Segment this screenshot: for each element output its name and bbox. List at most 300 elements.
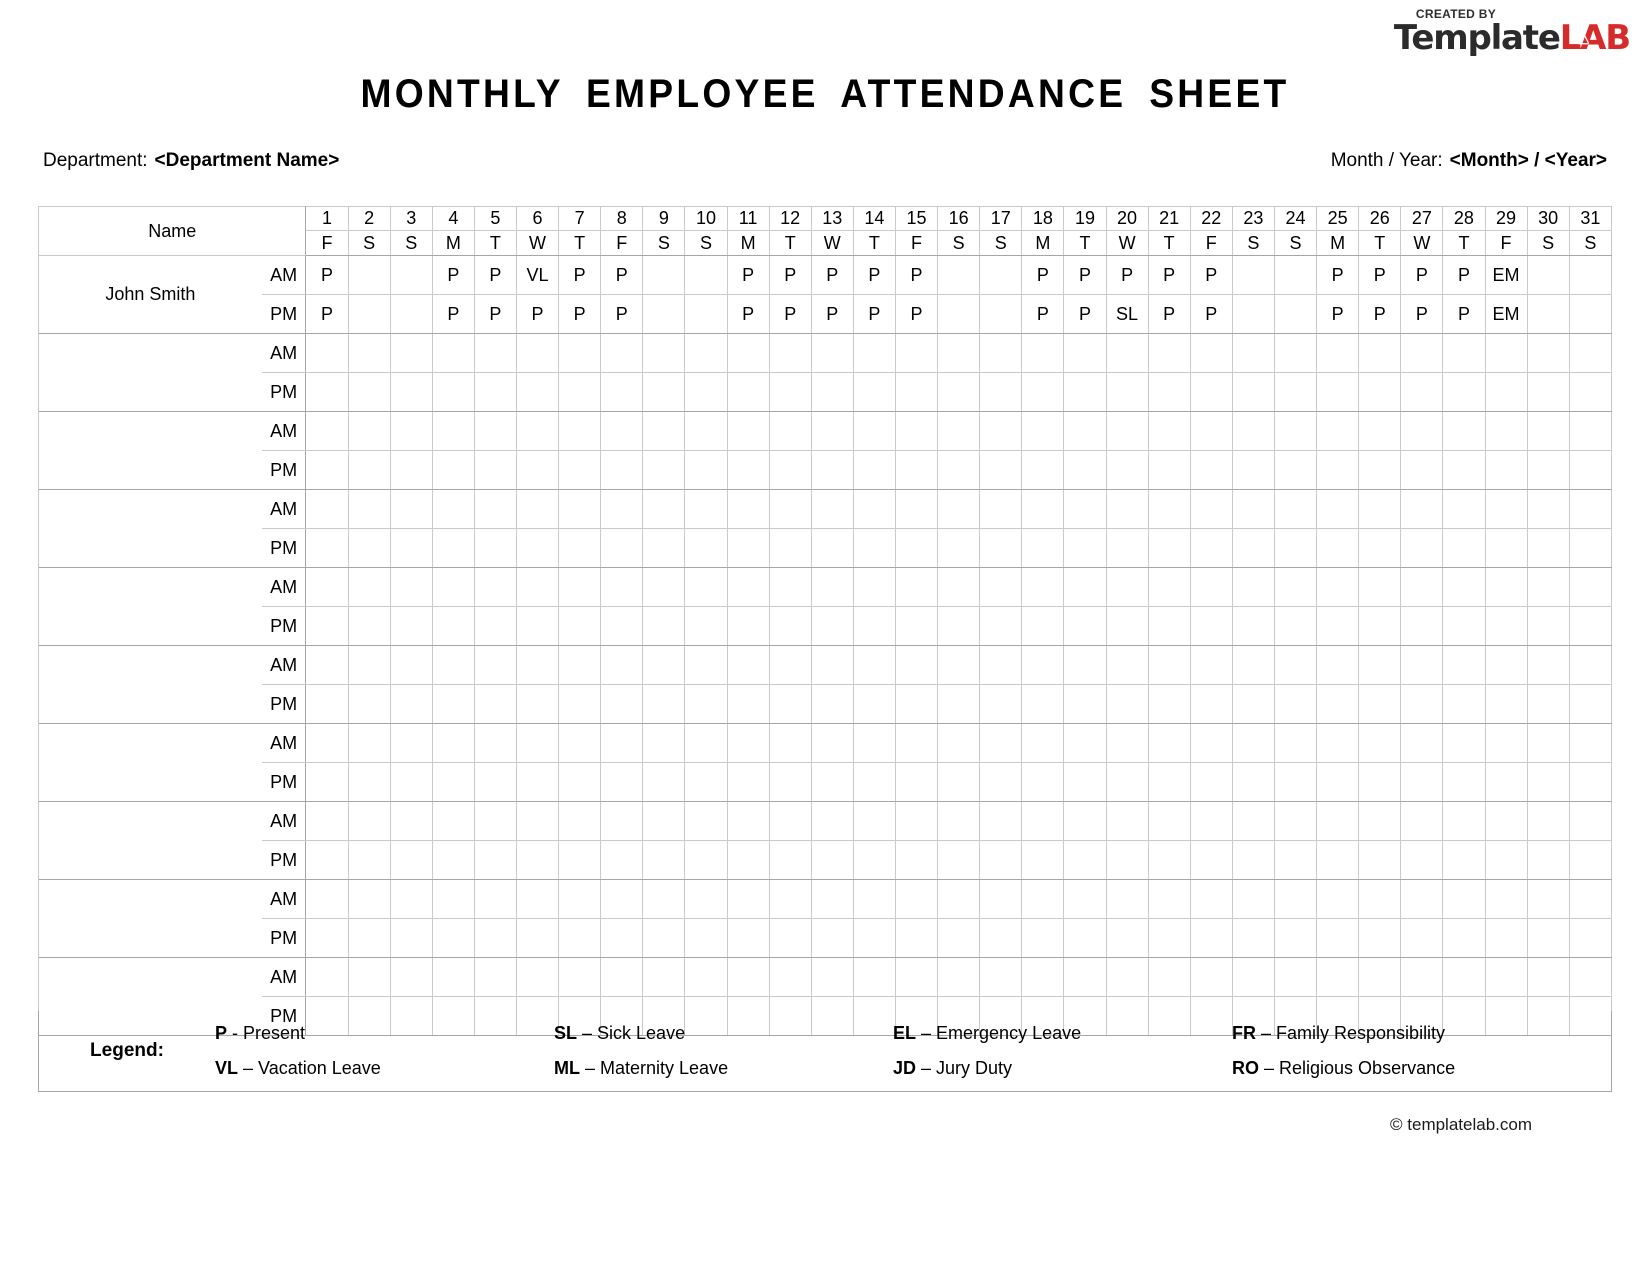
attendance-cell[interactable]	[685, 724, 727, 763]
attendance-cell[interactable]	[601, 685, 643, 724]
attendance-cell[interactable]	[1401, 568, 1443, 607]
attendance-cell[interactable]	[1190, 685, 1232, 724]
attendance-cell[interactable]	[1359, 529, 1401, 568]
attendance-cell[interactable]	[432, 763, 474, 802]
attendance-cell[interactable]	[1106, 412, 1148, 451]
attendance-cell[interactable]	[559, 646, 601, 685]
attendance-cell[interactable]	[1485, 412, 1527, 451]
attendance-cell[interactable]	[390, 724, 432, 763]
attendance-cell[interactable]	[1317, 412, 1359, 451]
attendance-cell[interactable]	[685, 880, 727, 919]
attendance-cell[interactable]	[811, 646, 853, 685]
attendance-cell[interactable]	[643, 529, 685, 568]
attendance-cell[interactable]	[1190, 958, 1232, 997]
attendance-cell[interactable]	[1569, 373, 1611, 412]
attendance-cell[interactable]	[853, 919, 895, 958]
attendance-cell[interactable]	[306, 919, 348, 958]
attendance-cell[interactable]	[1485, 724, 1527, 763]
attendance-cell[interactable]	[685, 490, 727, 529]
attendance-cell[interactable]	[980, 529, 1022, 568]
attendance-cell[interactable]	[390, 451, 432, 490]
attendance-cell[interactable]	[769, 841, 811, 880]
attendance-cell[interactable]: P	[895, 295, 937, 334]
attendance-cell[interactable]	[1232, 958, 1274, 997]
attendance-cell[interactable]	[1569, 802, 1611, 841]
attendance-cell[interactable]	[559, 685, 601, 724]
attendance-cell[interactable]	[980, 256, 1022, 295]
attendance-cell[interactable]: P	[559, 256, 601, 295]
attendance-cell[interactable]	[685, 685, 727, 724]
attendance-cell[interactable]	[853, 490, 895, 529]
attendance-cell[interactable]	[1064, 607, 1106, 646]
attendance-cell[interactable]	[769, 334, 811, 373]
attendance-cell[interactable]	[1527, 607, 1569, 646]
attendance-cell[interactable]	[769, 724, 811, 763]
attendance-cell[interactable]	[811, 529, 853, 568]
attendance-cell[interactable]	[1443, 334, 1485, 373]
attendance-cell[interactable]: P	[1022, 256, 1064, 295]
attendance-cell[interactable]	[1317, 373, 1359, 412]
attendance-cell[interactable]	[895, 451, 937, 490]
attendance-cell[interactable]	[1022, 607, 1064, 646]
attendance-cell[interactable]	[1064, 451, 1106, 490]
attendance-cell[interactable]	[1401, 334, 1443, 373]
attendance-cell[interactable]	[1527, 724, 1569, 763]
attendance-cell[interactable]	[474, 841, 516, 880]
attendance-cell[interactable]: P	[727, 256, 769, 295]
attendance-cell[interactable]	[474, 646, 516, 685]
attendance-cell[interactable]	[1190, 568, 1232, 607]
attendance-cell[interactable]	[1022, 529, 1064, 568]
attendance-cell[interactable]	[853, 568, 895, 607]
attendance-cell[interactable]	[1317, 529, 1359, 568]
attendance-cell[interactable]	[1569, 724, 1611, 763]
attendance-cell[interactable]	[1106, 373, 1148, 412]
attendance-cell[interactable]	[1569, 295, 1611, 334]
attendance-cell[interactable]	[1401, 841, 1443, 880]
attendance-cell[interactable]	[853, 412, 895, 451]
attendance-cell[interactable]	[1190, 802, 1232, 841]
attendance-cell[interactable]	[938, 412, 980, 451]
attendance-cell[interactable]	[348, 451, 390, 490]
attendance-cell[interactable]	[516, 529, 558, 568]
attendance-cell[interactable]	[1106, 841, 1148, 880]
attendance-cell[interactable]: P	[306, 295, 348, 334]
attendance-cell[interactable]	[980, 685, 1022, 724]
attendance-cell[interactable]	[1485, 841, 1527, 880]
attendance-cell[interactable]	[938, 919, 980, 958]
attendance-cell[interactable]	[643, 607, 685, 646]
attendance-cell[interactable]	[643, 958, 685, 997]
attendance-cell[interactable]	[1527, 646, 1569, 685]
attendance-cell[interactable]	[643, 685, 685, 724]
attendance-cell[interactable]	[1527, 685, 1569, 724]
attendance-cell[interactable]	[474, 568, 516, 607]
attendance-cell[interactable]	[1359, 607, 1401, 646]
employee-name-cell[interactable]	[39, 334, 262, 412]
attendance-cell[interactable]	[853, 373, 895, 412]
attendance-cell[interactable]	[685, 256, 727, 295]
attendance-cell[interactable]: P	[1064, 295, 1106, 334]
attendance-cell[interactable]	[1443, 841, 1485, 880]
attendance-cell[interactable]	[1359, 802, 1401, 841]
attendance-cell[interactable]	[1485, 373, 1527, 412]
attendance-cell[interactable]	[895, 724, 937, 763]
attendance-cell[interactable]	[1527, 568, 1569, 607]
attendance-cell[interactable]	[980, 841, 1022, 880]
attendance-cell[interactable]	[1232, 490, 1274, 529]
attendance-cell[interactable]	[516, 685, 558, 724]
attendance-cell[interactable]	[516, 724, 558, 763]
attendance-cell[interactable]	[559, 802, 601, 841]
attendance-cell[interactable]	[643, 841, 685, 880]
attendance-cell[interactable]	[1148, 646, 1190, 685]
attendance-cell[interactable]	[1022, 373, 1064, 412]
attendance-cell[interactable]	[601, 958, 643, 997]
attendance-cell[interactable]	[1485, 568, 1527, 607]
attendance-cell[interactable]	[938, 958, 980, 997]
attendance-cell[interactable]	[685, 646, 727, 685]
attendance-cell[interactable]	[1148, 451, 1190, 490]
attendance-cell[interactable]	[306, 334, 348, 373]
attendance-cell[interactable]	[938, 568, 980, 607]
attendance-cell[interactable]	[1190, 490, 1232, 529]
attendance-cell[interactable]	[390, 334, 432, 373]
attendance-cell[interactable]	[306, 958, 348, 997]
attendance-cell[interactable]	[1317, 646, 1359, 685]
attendance-cell[interactable]	[390, 958, 432, 997]
attendance-cell[interactable]	[1317, 880, 1359, 919]
attendance-cell[interactable]	[432, 958, 474, 997]
attendance-cell[interactable]	[1485, 334, 1527, 373]
attendance-cell[interactable]	[348, 802, 390, 841]
attendance-cell[interactable]: P	[474, 295, 516, 334]
attendance-cell[interactable]	[1190, 529, 1232, 568]
attendance-cell[interactable]	[853, 685, 895, 724]
attendance-cell[interactable]	[1401, 763, 1443, 802]
attendance-cell[interactable]	[1401, 412, 1443, 451]
attendance-cell[interactable]	[685, 919, 727, 958]
attendance-cell[interactable]	[1317, 919, 1359, 958]
attendance-cell[interactable]	[980, 958, 1022, 997]
attendance-cell[interactable]	[348, 568, 390, 607]
department-field[interactable]	[43, 150, 339, 172]
attendance-cell[interactable]	[769, 529, 811, 568]
attendance-cell[interactable]	[348, 958, 390, 997]
attendance-cell[interactable]	[390, 529, 432, 568]
attendance-cell[interactable]	[559, 334, 601, 373]
attendance-cell[interactable]: P	[1443, 295, 1485, 334]
attendance-cell[interactable]	[1317, 958, 1359, 997]
attendance-cell[interactable]	[1569, 529, 1611, 568]
attendance-cell[interactable]	[1569, 646, 1611, 685]
attendance-cell[interactable]	[601, 607, 643, 646]
attendance-cell[interactable]	[1064, 490, 1106, 529]
attendance-cell[interactable]	[348, 880, 390, 919]
attendance-cell[interactable]	[348, 919, 390, 958]
attendance-cell[interactable]	[853, 607, 895, 646]
attendance-cell[interactable]	[727, 490, 769, 529]
attendance-cell[interactable]	[1106, 607, 1148, 646]
attendance-cell[interactable]	[559, 724, 601, 763]
attendance-cell[interactable]	[559, 607, 601, 646]
attendance-cell[interactable]	[516, 958, 558, 997]
attendance-cell[interactable]	[1022, 724, 1064, 763]
attendance-cell[interactable]	[643, 412, 685, 451]
attendance-cell[interactable]	[1064, 568, 1106, 607]
attendance-cell[interactable]	[1064, 958, 1106, 997]
employee-name-cell[interactable]	[39, 490, 262, 568]
attendance-cell[interactable]	[1022, 763, 1064, 802]
attendance-cell[interactable]	[980, 919, 1022, 958]
attendance-cell[interactable]	[1232, 685, 1274, 724]
attendance-cell[interactable]	[1443, 763, 1485, 802]
attendance-cell[interactable]	[685, 373, 727, 412]
attendance-cell[interactable]	[1401, 451, 1443, 490]
attendance-cell[interactable]	[685, 412, 727, 451]
attendance-cell[interactable]	[516, 763, 558, 802]
attendance-cell[interactable]	[811, 373, 853, 412]
attendance-cell[interactable]: P	[1148, 256, 1190, 295]
attendance-cell[interactable]	[769, 646, 811, 685]
attendance-cell[interactable]	[1190, 880, 1232, 919]
attendance-cell[interactable]	[980, 607, 1022, 646]
attendance-cell[interactable]	[1148, 880, 1190, 919]
attendance-cell[interactable]	[390, 295, 432, 334]
attendance-cell[interactable]	[516, 607, 558, 646]
attendance-cell[interactable]	[1443, 958, 1485, 997]
attendance-cell[interactable]: P	[1359, 295, 1401, 334]
attendance-cell[interactable]: P	[474, 256, 516, 295]
attendance-cell[interactable]	[1274, 256, 1316, 295]
attendance-cell[interactable]: P	[432, 256, 474, 295]
attendance-cell[interactable]	[1148, 841, 1190, 880]
attendance-cell[interactable]	[1232, 568, 1274, 607]
attendance-cell[interactable]	[769, 373, 811, 412]
attendance-cell[interactable]	[1106, 802, 1148, 841]
attendance-cell[interactable]	[727, 802, 769, 841]
attendance-cell[interactable]	[474, 529, 516, 568]
attendance-cell[interactable]	[1569, 256, 1611, 295]
attendance-cell[interactable]	[390, 412, 432, 451]
attendance-cell[interactable]	[1232, 334, 1274, 373]
attendance-cell[interactable]	[601, 763, 643, 802]
attendance-cell[interactable]	[1190, 841, 1232, 880]
attendance-cell[interactable]	[1443, 607, 1485, 646]
attendance-cell[interactable]	[1232, 763, 1274, 802]
attendance-cell[interactable]	[895, 880, 937, 919]
attendance-cell[interactable]	[306, 763, 348, 802]
attendance-cell[interactable]	[895, 958, 937, 997]
attendance-cell[interactable]: P	[1359, 256, 1401, 295]
attendance-cell[interactable]	[1317, 334, 1359, 373]
attendance-cell[interactable]	[432, 685, 474, 724]
attendance-cell[interactable]: P	[1317, 256, 1359, 295]
attendance-cell[interactable]	[390, 568, 432, 607]
attendance-cell[interactable]	[1401, 724, 1443, 763]
attendance-cell[interactable]	[811, 802, 853, 841]
employee-name-cell[interactable]	[39, 646, 262, 724]
attendance-cell[interactable]	[811, 919, 853, 958]
attendance-cell[interactable]	[601, 841, 643, 880]
attendance-cell[interactable]	[769, 685, 811, 724]
attendance-cell[interactable]	[685, 763, 727, 802]
attendance-cell[interactable]	[769, 802, 811, 841]
attendance-cell[interactable]	[1317, 451, 1359, 490]
attendance-cell[interactable]	[1359, 373, 1401, 412]
attendance-cell[interactable]	[938, 880, 980, 919]
attendance-cell[interactable]	[516, 490, 558, 529]
attendance-cell[interactable]: SL	[1106, 295, 1148, 334]
attendance-cell[interactable]	[895, 841, 937, 880]
attendance-cell[interactable]	[306, 490, 348, 529]
attendance-cell[interactable]	[1148, 490, 1190, 529]
attendance-cell[interactable]	[1274, 451, 1316, 490]
attendance-cell[interactable]	[516, 568, 558, 607]
attendance-cell[interactable]	[1443, 412, 1485, 451]
attendance-cell[interactable]	[1190, 763, 1232, 802]
attendance-cell[interactable]	[1359, 568, 1401, 607]
attendance-cell[interactable]: P	[1064, 256, 1106, 295]
attendance-cell[interactable]	[1527, 490, 1569, 529]
attendance-cell[interactable]: VL	[516, 256, 558, 295]
attendance-cell[interactable]	[685, 568, 727, 607]
attendance-cell[interactable]	[1527, 412, 1569, 451]
attendance-cell[interactable]	[1527, 373, 1569, 412]
attendance-cell[interactable]	[1274, 919, 1316, 958]
attendance-cell[interactable]	[643, 724, 685, 763]
attendance-cell[interactable]	[685, 841, 727, 880]
attendance-cell[interactable]	[1232, 841, 1274, 880]
attendance-cell[interactable]	[1190, 334, 1232, 373]
attendance-cell[interactable]	[727, 646, 769, 685]
attendance-cell[interactable]	[1232, 724, 1274, 763]
attendance-cell[interactable]	[811, 880, 853, 919]
attendance-cell[interactable]	[1569, 958, 1611, 997]
employee-name-cell[interactable]	[39, 802, 262, 880]
attendance-cell[interactable]	[685, 334, 727, 373]
attendance-cell[interactable]	[1317, 724, 1359, 763]
attendance-cell[interactable]	[306, 373, 348, 412]
attendance-cell[interactable]	[1359, 490, 1401, 529]
attendance-cell[interactable]	[643, 919, 685, 958]
attendance-cell[interactable]	[1274, 685, 1316, 724]
attendance-cell[interactable]	[559, 841, 601, 880]
attendance-cell[interactable]	[685, 295, 727, 334]
attendance-cell[interactable]	[559, 568, 601, 607]
attendance-cell[interactable]	[1527, 295, 1569, 334]
attendance-cell[interactable]	[1106, 919, 1148, 958]
attendance-cell[interactable]	[306, 568, 348, 607]
attendance-cell[interactable]	[601, 880, 643, 919]
attendance-cell[interactable]	[1569, 880, 1611, 919]
attendance-cell[interactable]	[516, 802, 558, 841]
employee-name-cell[interactable]: John Smith	[39, 256, 262, 334]
attendance-cell[interactable]	[601, 412, 643, 451]
attendance-cell[interactable]	[938, 763, 980, 802]
attendance-cell[interactable]	[1569, 685, 1611, 724]
attendance-cell[interactable]	[1064, 880, 1106, 919]
attendance-cell[interactable]	[306, 685, 348, 724]
attendance-cell[interactable]: P	[727, 295, 769, 334]
attendance-cell[interactable]: P	[769, 256, 811, 295]
attendance-cell[interactable]	[980, 763, 1022, 802]
attendance-cell[interactable]	[601, 802, 643, 841]
attendance-cell[interactable]	[980, 568, 1022, 607]
attendance-cell[interactable]	[474, 958, 516, 997]
attendance-cell[interactable]	[895, 373, 937, 412]
attendance-cell[interactable]	[643, 880, 685, 919]
attendance-cell[interactable]	[1274, 958, 1316, 997]
attendance-cell[interactable]	[390, 646, 432, 685]
attendance-cell[interactable]	[432, 451, 474, 490]
attendance-cell[interactable]	[1064, 529, 1106, 568]
attendance-cell[interactable]	[1190, 451, 1232, 490]
attendance-cell[interactable]	[1527, 802, 1569, 841]
attendance-cell[interactable]	[1274, 568, 1316, 607]
attendance-cell[interactable]	[643, 646, 685, 685]
attendance-cell[interactable]	[601, 451, 643, 490]
attendance-cell[interactable]	[1232, 451, 1274, 490]
attendance-cell[interactable]	[1485, 529, 1527, 568]
attendance-cell[interactable]	[1148, 724, 1190, 763]
attendance-cell[interactable]	[474, 724, 516, 763]
attendance-cell[interactable]	[853, 880, 895, 919]
attendance-cell[interactable]	[559, 763, 601, 802]
attendance-cell[interactable]	[727, 568, 769, 607]
attendance-cell[interactable]	[306, 880, 348, 919]
attendance-cell[interactable]	[895, 529, 937, 568]
attendance-cell[interactable]	[938, 451, 980, 490]
attendance-cell[interactable]	[980, 802, 1022, 841]
attendance-cell[interactable]	[811, 568, 853, 607]
attendance-cell[interactable]	[1148, 685, 1190, 724]
attendance-cell[interactable]	[1232, 919, 1274, 958]
attendance-cell[interactable]	[306, 412, 348, 451]
attendance-cell[interactable]	[1359, 919, 1401, 958]
attendance-cell[interactable]	[769, 607, 811, 646]
attendance-cell[interactable]	[727, 373, 769, 412]
attendance-cell[interactable]	[432, 724, 474, 763]
attendance-cell[interactable]	[895, 763, 937, 802]
attendance-cell[interactable]	[1485, 880, 1527, 919]
attendance-cell[interactable]	[1106, 490, 1148, 529]
attendance-cell[interactable]	[980, 451, 1022, 490]
employee-name-cell[interactable]	[39, 724, 262, 802]
attendance-cell[interactable]	[1232, 295, 1274, 334]
attendance-cell[interactable]	[1527, 529, 1569, 568]
attendance-cell[interactable]: P	[1148, 295, 1190, 334]
attendance-cell[interactable]	[1317, 841, 1359, 880]
attendance-cell[interactable]	[1106, 880, 1148, 919]
attendance-cell[interactable]: P	[853, 256, 895, 295]
attendance-cell[interactable]	[1190, 724, 1232, 763]
attendance-cell[interactable]	[1148, 412, 1190, 451]
attendance-cell[interactable]	[1317, 685, 1359, 724]
attendance-cell[interactable]	[1359, 412, 1401, 451]
attendance-cell[interactable]	[348, 334, 390, 373]
attendance-cell[interactable]	[811, 841, 853, 880]
attendance-cell[interactable]	[601, 373, 643, 412]
attendance-cell[interactable]	[306, 607, 348, 646]
month-year-field[interactable]	[1331, 150, 1607, 172]
attendance-cell[interactable]	[432, 607, 474, 646]
attendance-cell[interactable]	[601, 334, 643, 373]
attendance-cell[interactable]	[390, 685, 432, 724]
attendance-cell[interactable]	[601, 568, 643, 607]
attendance-cell[interactable]	[1148, 802, 1190, 841]
attendance-cell[interactable]	[643, 763, 685, 802]
